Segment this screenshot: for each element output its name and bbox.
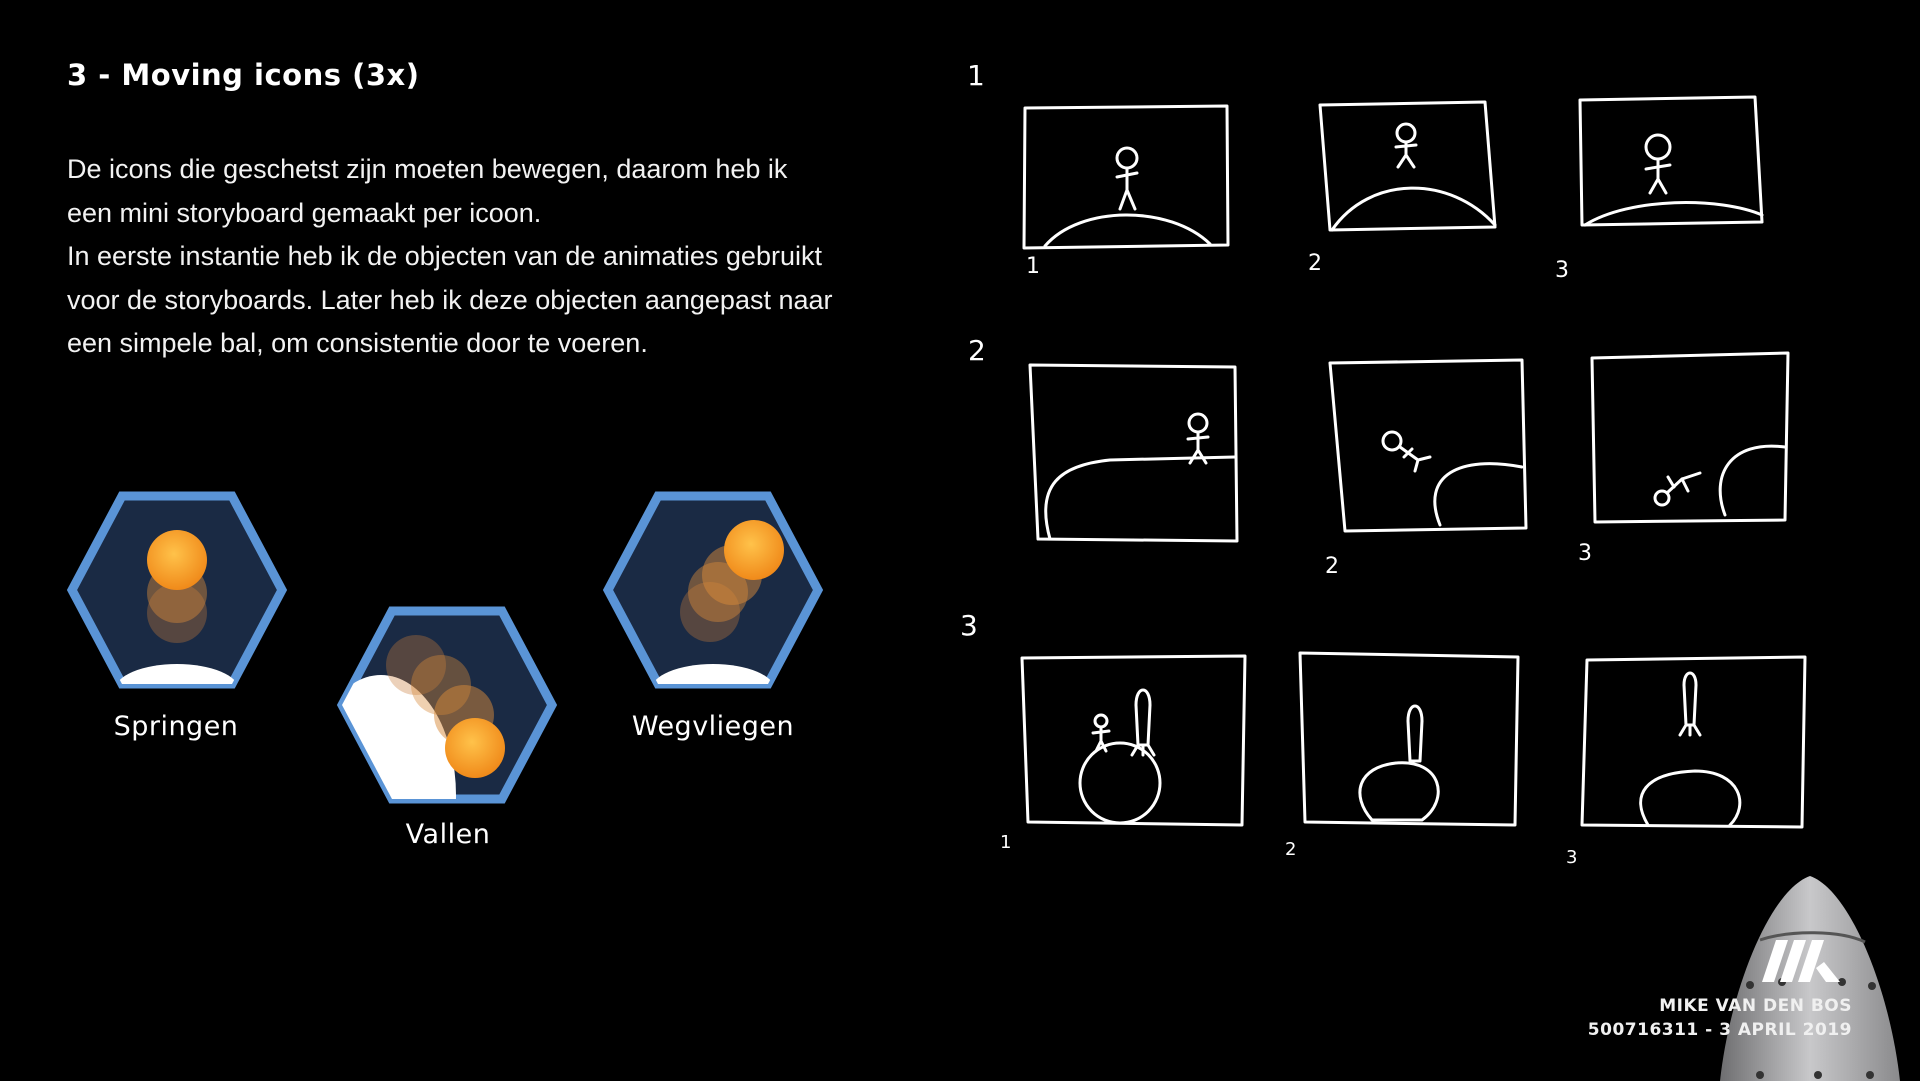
paragraph-2: In eerste instantie heb ik de objecten van de animaties gebruikt voor de storyboards. Later heb ik deze objecten aangepast naar een simpele bal, om consistentie door te voeren. [67,241,833,358]
storyboard-frame-1-3 [1580,97,1762,225]
row-number-1: 1 [967,59,985,92]
label-vallen: Vallen [405,819,491,850]
frame-number-3-3: 3 [1566,847,1578,868]
frame-number-1-3: 3 [1555,258,1569,283]
row-number-3: 3 [960,609,978,642]
mk-logo-icon [1700,870,1920,1081]
frame-number-2-2: 2 [1325,554,1339,579]
storyboard-frame-3-1 [1022,656,1245,825]
flying-away-ball-icon [602,490,824,690]
frame-number-1-2: 2 [1308,251,1322,276]
row-number-2: 2 [968,334,986,367]
storyboard-frame-3-2 [1300,653,1518,825]
description [67,148,837,366]
frame-number-3-2: 2 [1285,839,1297,860]
storyboard-frame-1-2 [1320,102,1495,230]
storyboard-frame-2-2 [1330,360,1526,531]
storyboard-frame-3-3 [1582,657,1805,827]
label-wegvliegen: Wegvliegen [631,711,795,742]
frame-number-1-1: 1 [1026,254,1040,279]
page-title: 3 - Moving icons (3x) [67,58,420,92]
frame-number-2-3: 3 [1578,541,1592,566]
author-name: MIKE VAN DEN BOS [1659,996,1852,1016]
label-springen: Springen [113,711,239,742]
author-id-date: 500716311 - 3 APRIL 2019 [1587,1020,1852,1040]
storyboard-sketch [940,55,1820,875]
falling-ball-icon [336,605,558,805]
paragraph-1: De icons die geschetst zijn moeten bewegen, daarom heb ik een mini storyboard gemaakt per icoon. [67,154,788,228]
storyboard-frame-2-3 [1592,353,1788,522]
storyboard-frame-1-1 [1024,106,1228,248]
frame-number-3-1: 1 [1000,832,1012,853]
jumping-ball-icon [66,490,288,690]
storyboard-frame-2-1 [1030,365,1237,541]
